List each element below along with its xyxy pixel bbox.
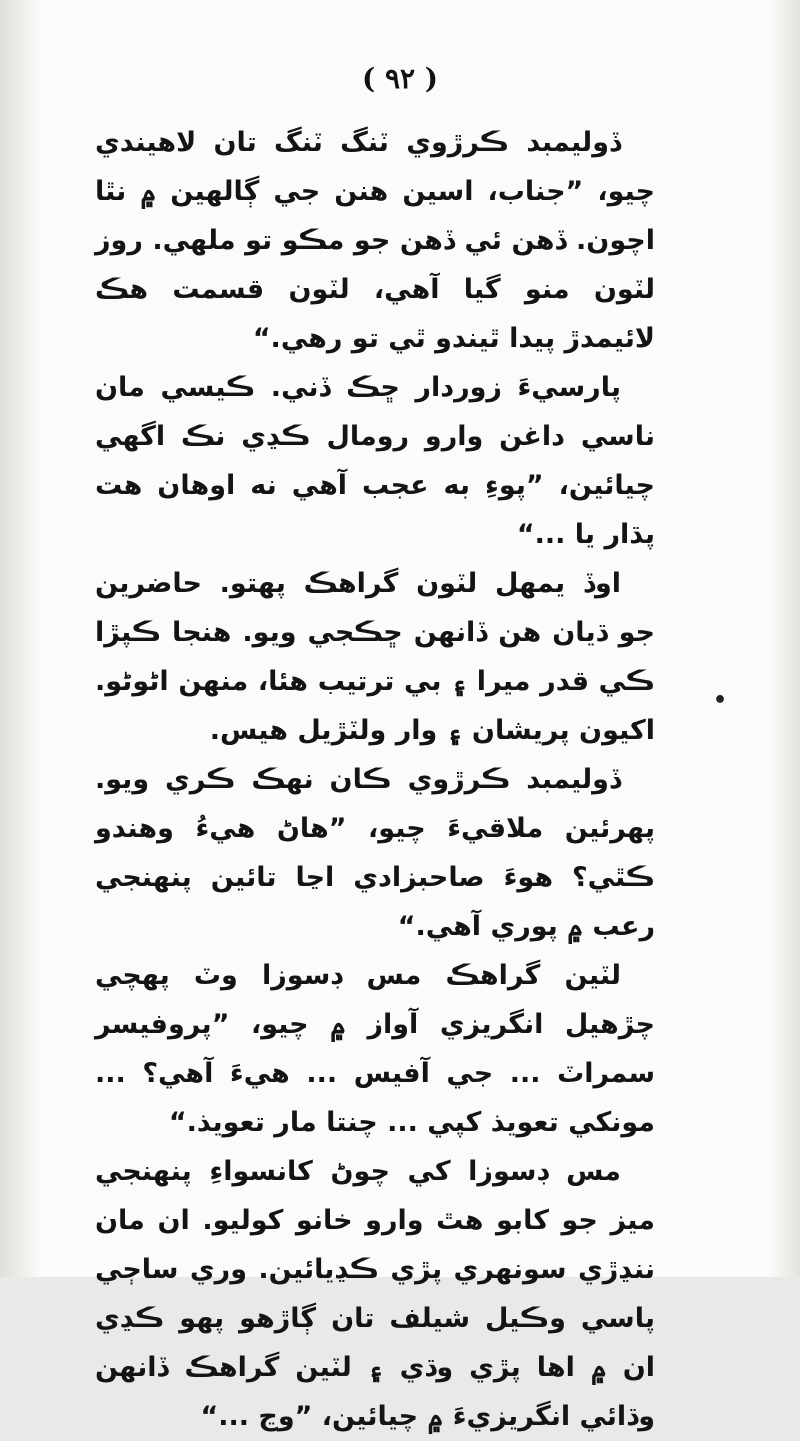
margin-dot-mark: • [713, 688, 728, 713]
page-edge-shadow-left [0, 0, 40, 1277]
page-number: ( ٩٢ ) [361, 62, 439, 95]
paragraph-5: لٽين گراهڪ مس ڊسوزا وٽ پهچي چڙهيل انگريزي آواز ۾ چيو، ”پروفيسر سمراٽ ... جي آفيس ... هيءَ آهي؟ ... مونکي تعويذ کپي ... چنتا مار تعويذ.“ [95, 960, 655, 1138]
paragraph-2: پارسيءَ زوردار ڇڪ ڏني. ڪيسي مان ناسي داغن وارو رومال ڪڍي نڪ اگهي چيائين، ”پوءِ به عجب آهي نه اوهان هت پڌار يا ...“ [95, 372, 655, 550]
page-edge-shadow-right [770, 0, 800, 1277]
paragraph-1: ڏوليمبد ڪرڙوي ٽنگ ٽنگ تان لاهيندي چيو، ”جناب، اسين هنن جي ڳالهين ۾ نٿا اچون. ڏهن ئي ڏهن جو مڪو تو ملهي. روز لٽون منو گيا آهي، لٽون قسمت هڪ لائيمدڙ پيدا ٿيندو ٿي تو رهي.“ [95, 127, 655, 354]
paragraph-3: اوڏ يمهل لٽون گراهڪ پهتو. حاضرين جو ڌيان هن ڏانهن ڇڪجي ويو. هنجا ڪپڙا ڪي قدر ميرا ۽ بي ترتيب هئا، منهن اڻوڻو. اکيون پريشان ۽ وار ولٽڙيل هيس. [95, 568, 655, 746]
paragraph-6: مس ڊسوزا کي چوڻ کانسواءِ پنهنجي ميز جو کابو هٿ وارو خانو کوليو. ان مان ننڍڙي سونهري پڙي ڪڍيائين. وري ساڄي پاسي وڪيل شيلف تان ڳاڙهو پهو ڪڍي ان ۾ اها پڙي وڌي ۽ لٽين گراهڪ ڏانهن وڌائي انگريزيءَ ۾ چيائين، ”وڃ ...“ [95, 1156, 655, 1432]
body-text [95, 118, 655, 1441]
paragraph-4: ڏوليمبد ڪرڙوي ڪان نهڪ ڪري ويو. پهرئين ملاقيءَ چيو، ”هاڻ هيءُ وهندو ڪٿي؟ هوءَ صاحبزادي اڃا تائين پنهنجي رعب ۾ پوري آهي.“ [95, 764, 655, 942]
